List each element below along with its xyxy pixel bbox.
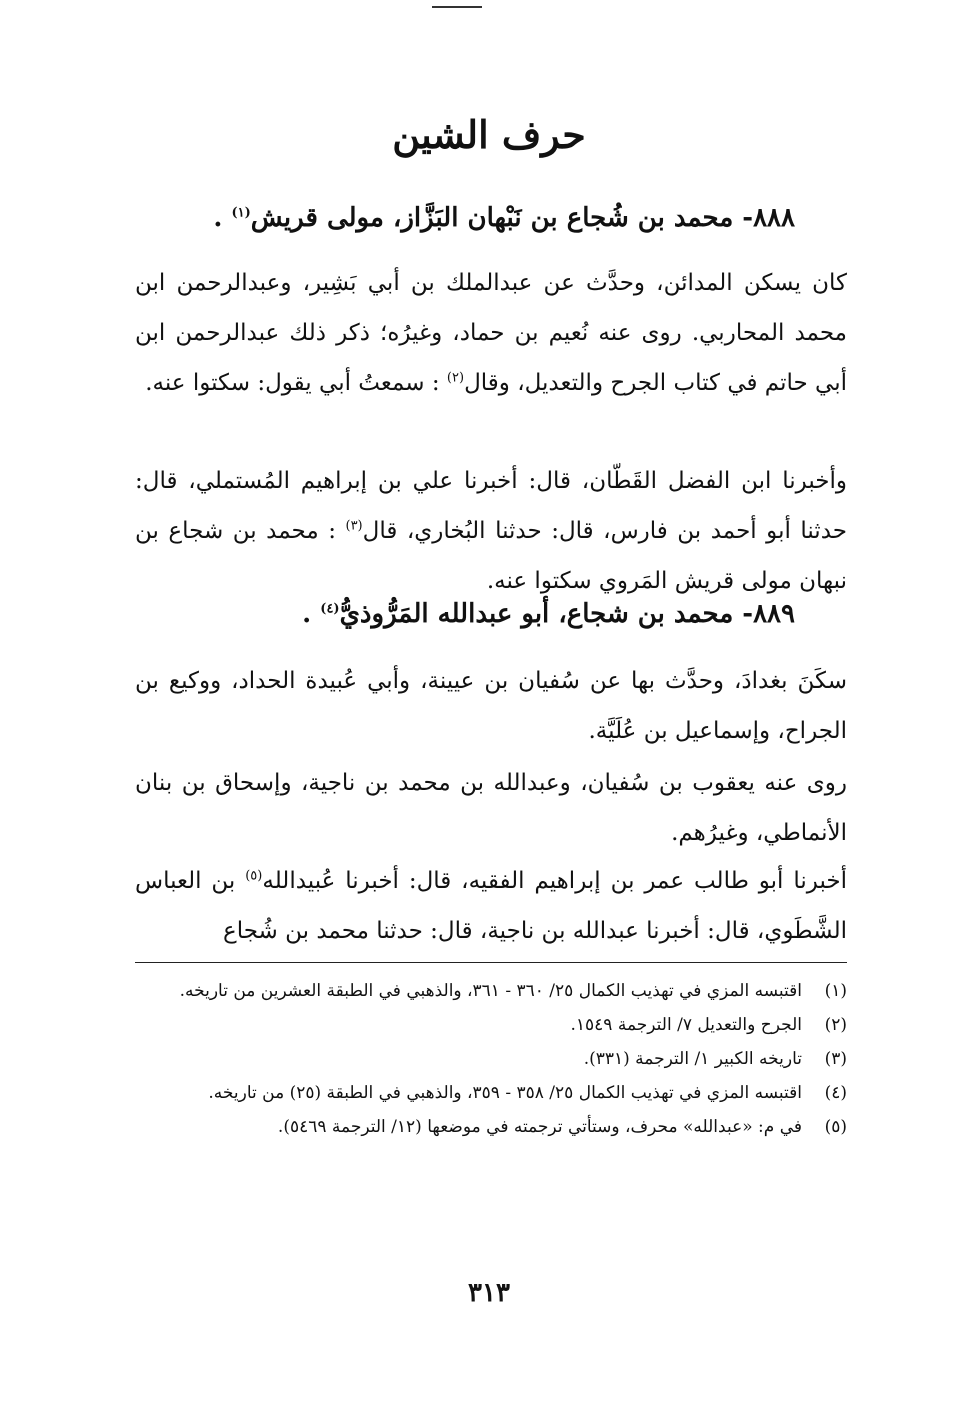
footnote-number: (١) xyxy=(824,981,847,1001)
footnote-marker: (٤) xyxy=(320,601,340,617)
footnote-number: (٤) xyxy=(824,1083,847,1103)
entry-889-paragraph-1: سكَنَ بغدادَ، وحدَّث بها عن سُفيان بن عيينة، وأبي عُبيدة الحداد، ووكيع بن الجراح، وإسماعيل بن عُلَيَّة. xyxy=(135,668,847,744)
footnotes xyxy=(135,976,847,1146)
chapter-title: حرف الشين xyxy=(392,112,586,157)
footnote-2 xyxy=(135,1010,847,1040)
footnote-text: اقتبسه المزي في تهذيب الكمال ٢٥/ ٣٦٠ - ٣٦١، والذهبي في الطبقة العشرين من تاريخه. xyxy=(179,981,802,1001)
footnote-4 xyxy=(135,1078,847,1108)
footnote-text: اقتبسه المزي في تهذيب الكمال ٢٥/ ٣٥٨ - ٣٥٩، والذهبي في الطبقة (٢٥) من تاريخه. xyxy=(208,1083,802,1103)
entry-888-paragraph-2 xyxy=(135,456,847,606)
footnote-1 xyxy=(135,976,847,1006)
footnote-number: (٥) xyxy=(824,1117,847,1137)
footnote-marker: (٥) xyxy=(245,868,263,884)
entry-888-heading xyxy=(135,198,795,238)
paragraph-text: كان يسكن المدائن، وحدَّث عن عبدالملك بن أبي بَشِير، وعبدالرحمن ابن محمد المحاربي. روى عنه نُعيم بن حماد، وغيرُه؛ ذكر ذلك عبدالرحمن ابن أبي حاتم في كتاب الجرح والتعديل، وقال xyxy=(135,270,847,396)
footnote-text: في م: «عبدالله» محرف، وستأتي ترجمته في موضعها (١٢/ الترجمة ٥٤٦٩). xyxy=(277,1117,802,1137)
top-decoration xyxy=(432,6,482,8)
paragraph-text: : سمعتُ أبي يقول: سكتوا عنه. xyxy=(145,370,447,396)
paragraph-text: وأخبرنا ابن الفضل القَطّان، قال: أخبرنا علي بن إبراهيم المُستملي، قال: حدثنا أبو أحمد بن فارس، قال: حدثنا البُخاري، قال xyxy=(135,468,848,544)
entry-889-heading xyxy=(135,594,795,634)
footnote-number: (٢) xyxy=(824,1015,847,1035)
entry-888-paragraph-1 xyxy=(135,258,847,408)
footnote-text: الجرح والتعديل ٧/ الترجمة ١٥٤٩. xyxy=(570,1015,802,1035)
entry-889-paragraph-3 xyxy=(135,856,847,956)
heading-end: . xyxy=(302,599,321,629)
paragraph-text: : محمد بن شجاع بن نبهان مولى قريش المَروي سكتوا عنه. xyxy=(135,518,847,594)
footnote-3 xyxy=(135,1044,847,1074)
paragraph-text: بن العباس الشَّطَوي، قال: أخبرنا عبدالله بن ناجية، قال: حدثنا محمد بن شُجاع xyxy=(135,868,847,944)
heading-end: . xyxy=(213,203,232,233)
paragraph-text: أخبرنا أبو طالب عمر بن إبراهيم الفقيه، قال: أخبرنا عُبيدالله xyxy=(262,868,847,894)
footnote-text: تاريخه الكبير ١/ الترجمة (٣٣١). xyxy=(583,1049,802,1069)
footnote-number: (٣) xyxy=(824,1049,847,1069)
entry-888-heading-text: ٨٨٨- محمد بن شُجاع بن نَبْهان البَزَّاز، مولى قريش xyxy=(250,203,795,233)
footnote-5 xyxy=(135,1112,847,1142)
entry-889-paragraph-2: روى عنه يعقوب بن سُفيان، وعبدالله بن محمد بن ناجية، وإسحاق بن بنان الأنماطي، وغيرُهم. xyxy=(135,770,847,846)
entry-889-heading-text: ٨٨٩- محمد بن شجاع، أبو عبدالله المَرُّوذيُّ xyxy=(339,599,795,629)
footnote-separator xyxy=(135,962,847,963)
page-number: ٣١٣ xyxy=(468,1278,510,1308)
footnote-marker: (١) xyxy=(231,205,251,221)
footnote-marker: (٢) xyxy=(446,370,465,386)
footnote-marker: (٣) xyxy=(345,518,363,534)
